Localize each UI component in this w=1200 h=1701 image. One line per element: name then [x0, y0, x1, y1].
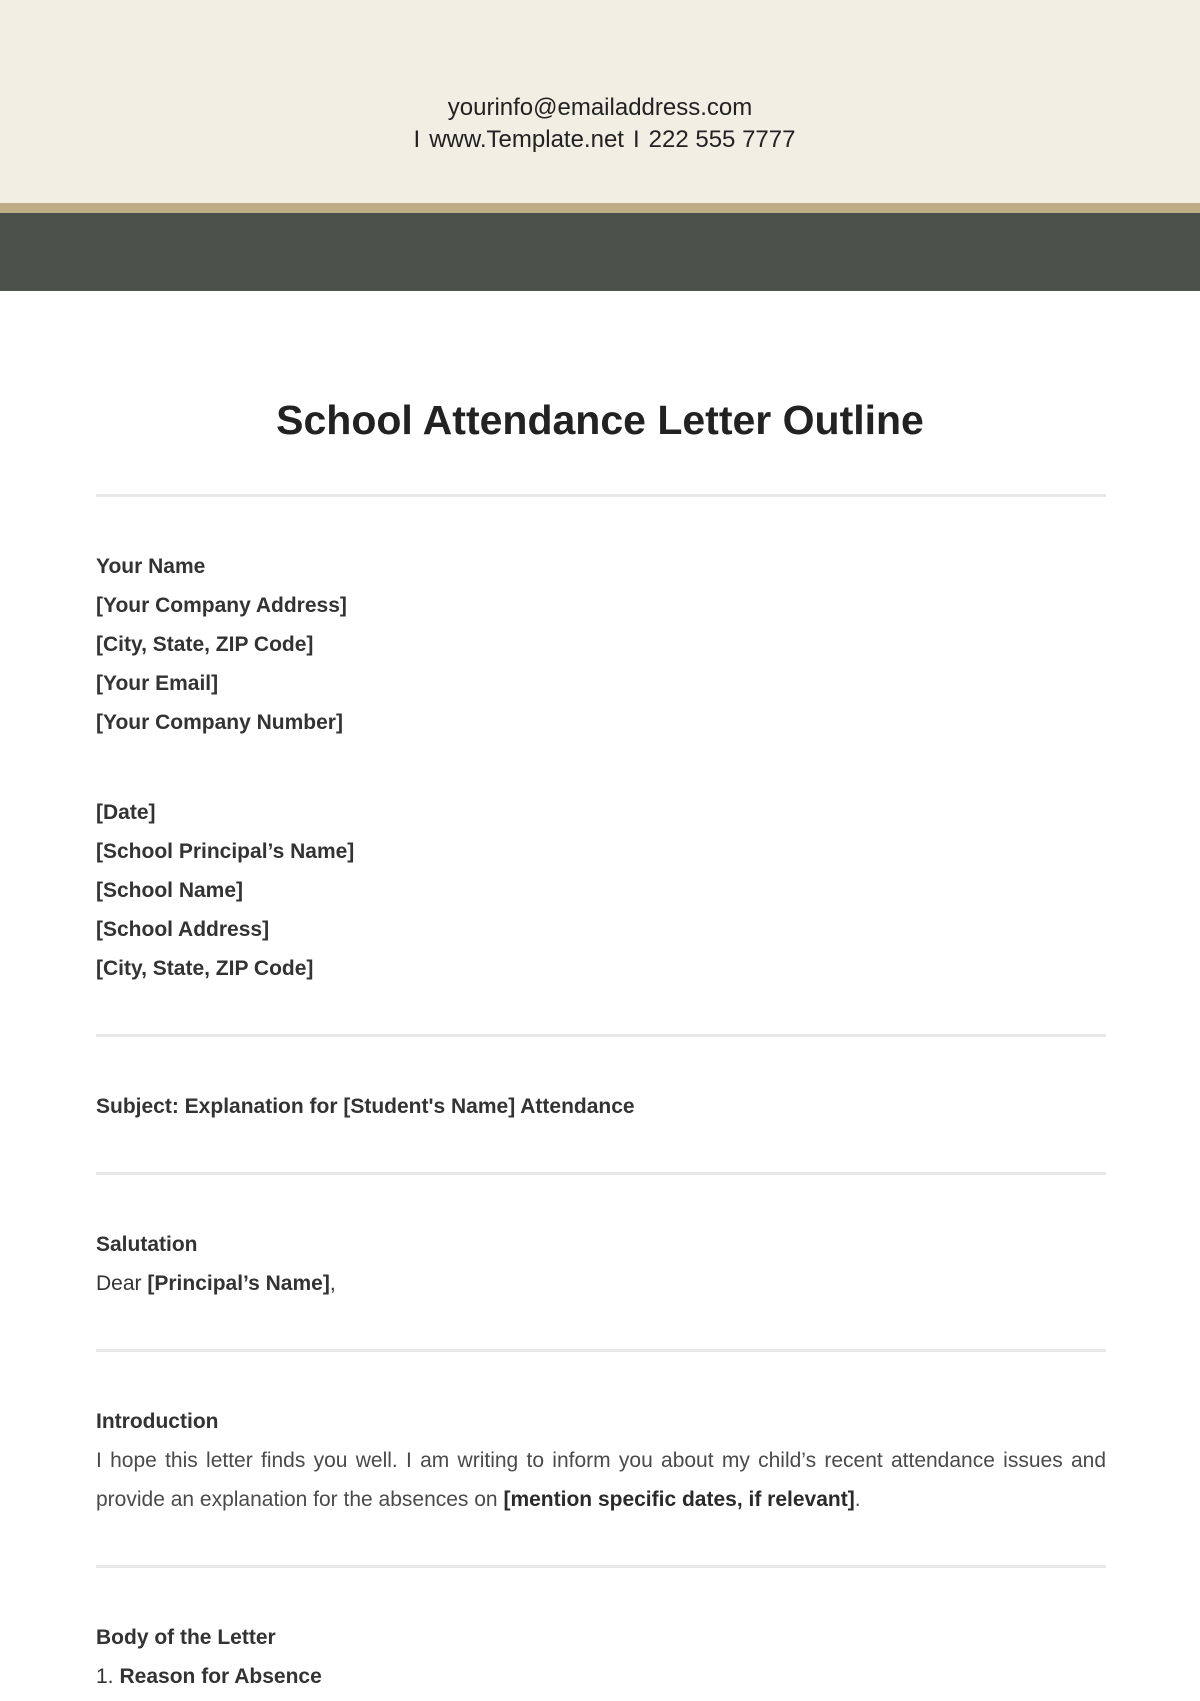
- recipient-date: [Date]: [96, 801, 156, 824]
- subject-block: [96, 1087, 1106, 1126]
- introduction-end: .: [854, 1488, 861, 1511]
- salutation-dear: Dear: [96, 1272, 148, 1295]
- header-banner: [0, 0, 1200, 203]
- recipient-school-address: [School Address]: [96, 918, 270, 941]
- header-email: yourinfo@emailaddress.com: [447, 94, 753, 121]
- salutation-line: [96, 1272, 336, 1295]
- divider: [96, 1565, 1106, 1568]
- recipient-school-name: [School Name]: [96, 879, 244, 902]
- sender-email: [Your Email]: [96, 672, 219, 695]
- header-separator: I: [632, 126, 640, 153]
- salutation-heading: Salutation: [96, 1233, 198, 1256]
- subject-line: Subject: Explanation for [Student's Name] Attendance: [96, 1095, 635, 1118]
- divider: [96, 494, 1106, 497]
- sender-address: [Your Company Address]: [96, 594, 347, 617]
- recipient-block: [96, 793, 1106, 988]
- sender-block: [96, 547, 1106, 742]
- recipient-city: [City, State, ZIP Code]: [96, 957, 314, 980]
- header-phone: 222 555 7777: [648, 126, 796, 153]
- divider: [96, 1172, 1106, 1175]
- list-item: [96, 1665, 322, 1688]
- recipient-principal: [School Principal’s Name]: [96, 840, 355, 863]
- gold-divider-band: [0, 203, 1200, 213]
- list-item-number: 1.: [96, 1665, 114, 1688]
- body-block: [96, 1618, 1106, 1696]
- header-website: www.Template.net: [429, 126, 624, 153]
- introduction-paragraph: [96, 1441, 1106, 1519]
- sender-name: Your Name: [96, 555, 206, 578]
- introduction-block: [96, 1402, 1106, 1519]
- header-contact-line: [0, 124, 1200, 156]
- divider: [96, 1034, 1106, 1037]
- header-contact: [0, 92, 1200, 156]
- divider: [96, 1349, 1106, 1352]
- salutation-comma: ,: [329, 1272, 336, 1295]
- header-separator: I: [413, 126, 421, 153]
- introduction-text: I hope this letter finds you well. I am writing to inform you about my child’s recent attendance issues and provide an explanation for the absences on: [96, 1449, 1106, 1511]
- dark-divider-band: [0, 213, 1200, 291]
- introduction-emphasis: [mention specific dates, if relevant]: [503, 1488, 855, 1511]
- page-title: School Attendance Letter Outline: [276, 397, 924, 443]
- sender-city: [City, State, ZIP Code]: [96, 633, 314, 656]
- sender-number: [Your Company Number]: [96, 711, 343, 734]
- list-item-label: Reason for Absence: [119, 1665, 322, 1688]
- salutation-name: [Principal’s Name]: [147, 1272, 330, 1295]
- salutation-block: [96, 1225, 1106, 1303]
- body-heading: Body of the Letter: [96, 1626, 276, 1649]
- introduction-heading: Introduction: [96, 1410, 219, 1433]
